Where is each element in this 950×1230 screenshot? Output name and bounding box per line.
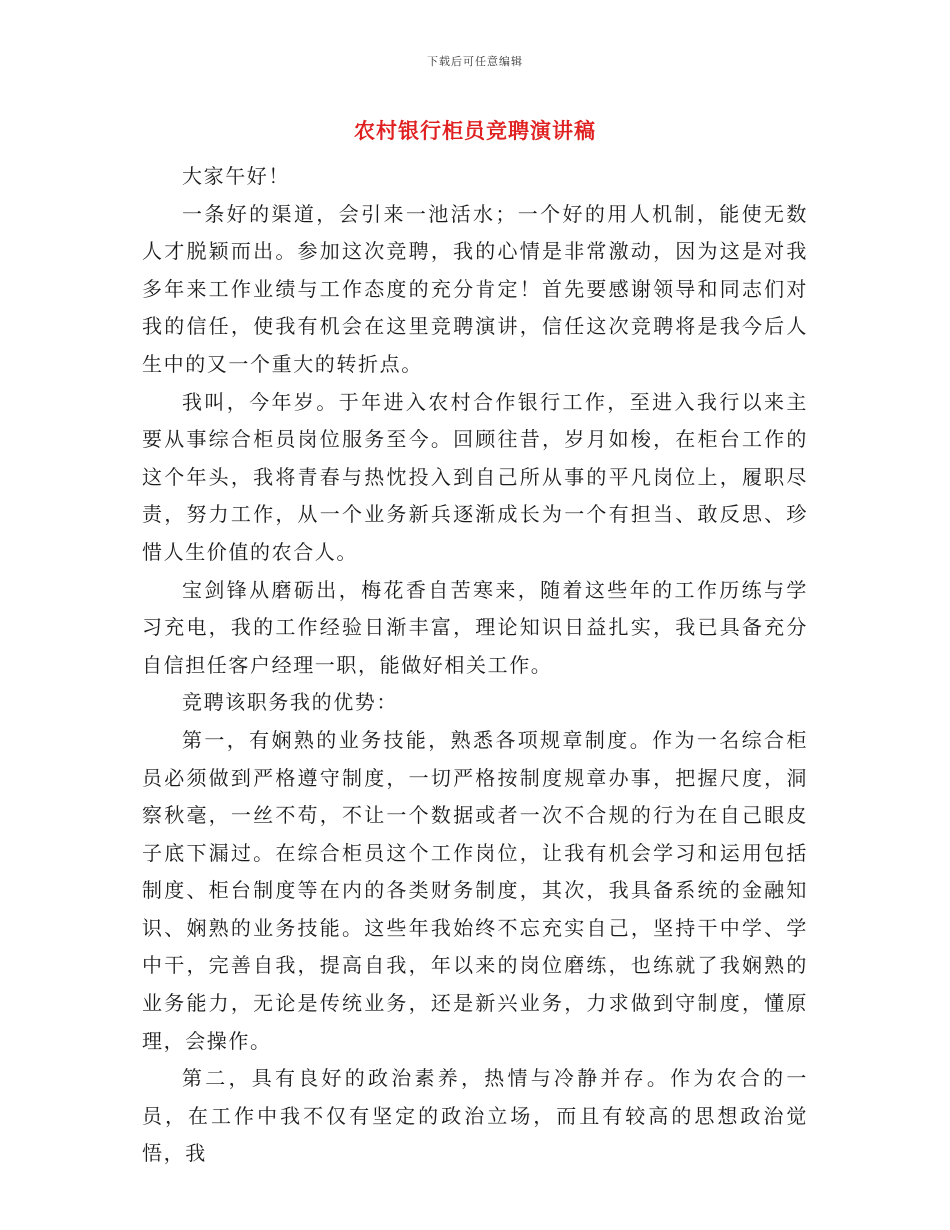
document-body	[142, 158, 808, 1173]
paragraph-greeting: 大家午好！	[182, 164, 290, 188]
paragraph-introduction: 我叫，今年岁。于年进入农村合作银行工作，至进入我行以来主要从事综合柜员岗位服务至今。回顾往昔，岁月如梭，在柜台工作的这个年头，我将青春与热忱投入到自己所从事的平凡岗位上，履职尽责，努力工作，从一个业务新兵逐渐成长为一个有担当、敢反思、珍惜人生价值的农合人。	[142, 389, 808, 564]
paragraph-advantage-one: 第一，有娴熟的业务技能，熟悉各项规章制度。作为一名综合柜员必须做到严格遵守制度，一切严格按制度规章办事，把握尺度，洞察秋毫，一丝不苟，不让一个数据或者一次不合规的行为在自己眼皮子底下漏过。在综合柜员这个工作岗位，让我有机会学习和运用包括制度、柜台制度等在内的各类财务制度，其次，我具备系统的金融知识、娴熟的业务技能。这些年我始终不忘充实自己，坚持干中学、学中干，完善自我，提高自我，年以来的岗位磨练，也练就了我娴熟的业务能力，无论是传统业务，还是新兴业务，力求做到守制度，懂原理，会操作。	[142, 727, 808, 1053]
paragraph-advantages-heading: 竞聘该职务我的优势：	[182, 690, 398, 715]
header-note: 下载后可任意编辑	[427, 55, 523, 68]
paragraph-experience: 宝剑锋从磨砺出，梅花香自苦寒来，随着这些年的工作历练与学习充电，我的工作经验日渐丰富，理论知识日益扎实，我已具备充分自信担任客户经理一职，能做好相关工作。	[142, 577, 808, 677]
document-title: 农村银行柜员竞聘演讲稿	[354, 118, 596, 143]
paragraph-opening: 一条好的渠道，会引来一池活水；一个好的用人机制，能使无数人才脱颖而出。参加这次竞聘，我的心情是非常激动，因为这是对我多年来工作业绩与工作态度的充分肯定！首先要感谢领导和同志们对我的信任，使我有机会在这里竞聘演讲，信任这次竞聘将是我今后人生中的又一个重大的转折点。	[142, 201, 808, 376]
paragraph-advantage-two: 第二，具有良好的政治素养，热情与冷静并存。作为农合的一员，在工作中我不仅有坚定的政治立场，而且有较高的思想政治觉悟，我	[142, 1066, 808, 1166]
